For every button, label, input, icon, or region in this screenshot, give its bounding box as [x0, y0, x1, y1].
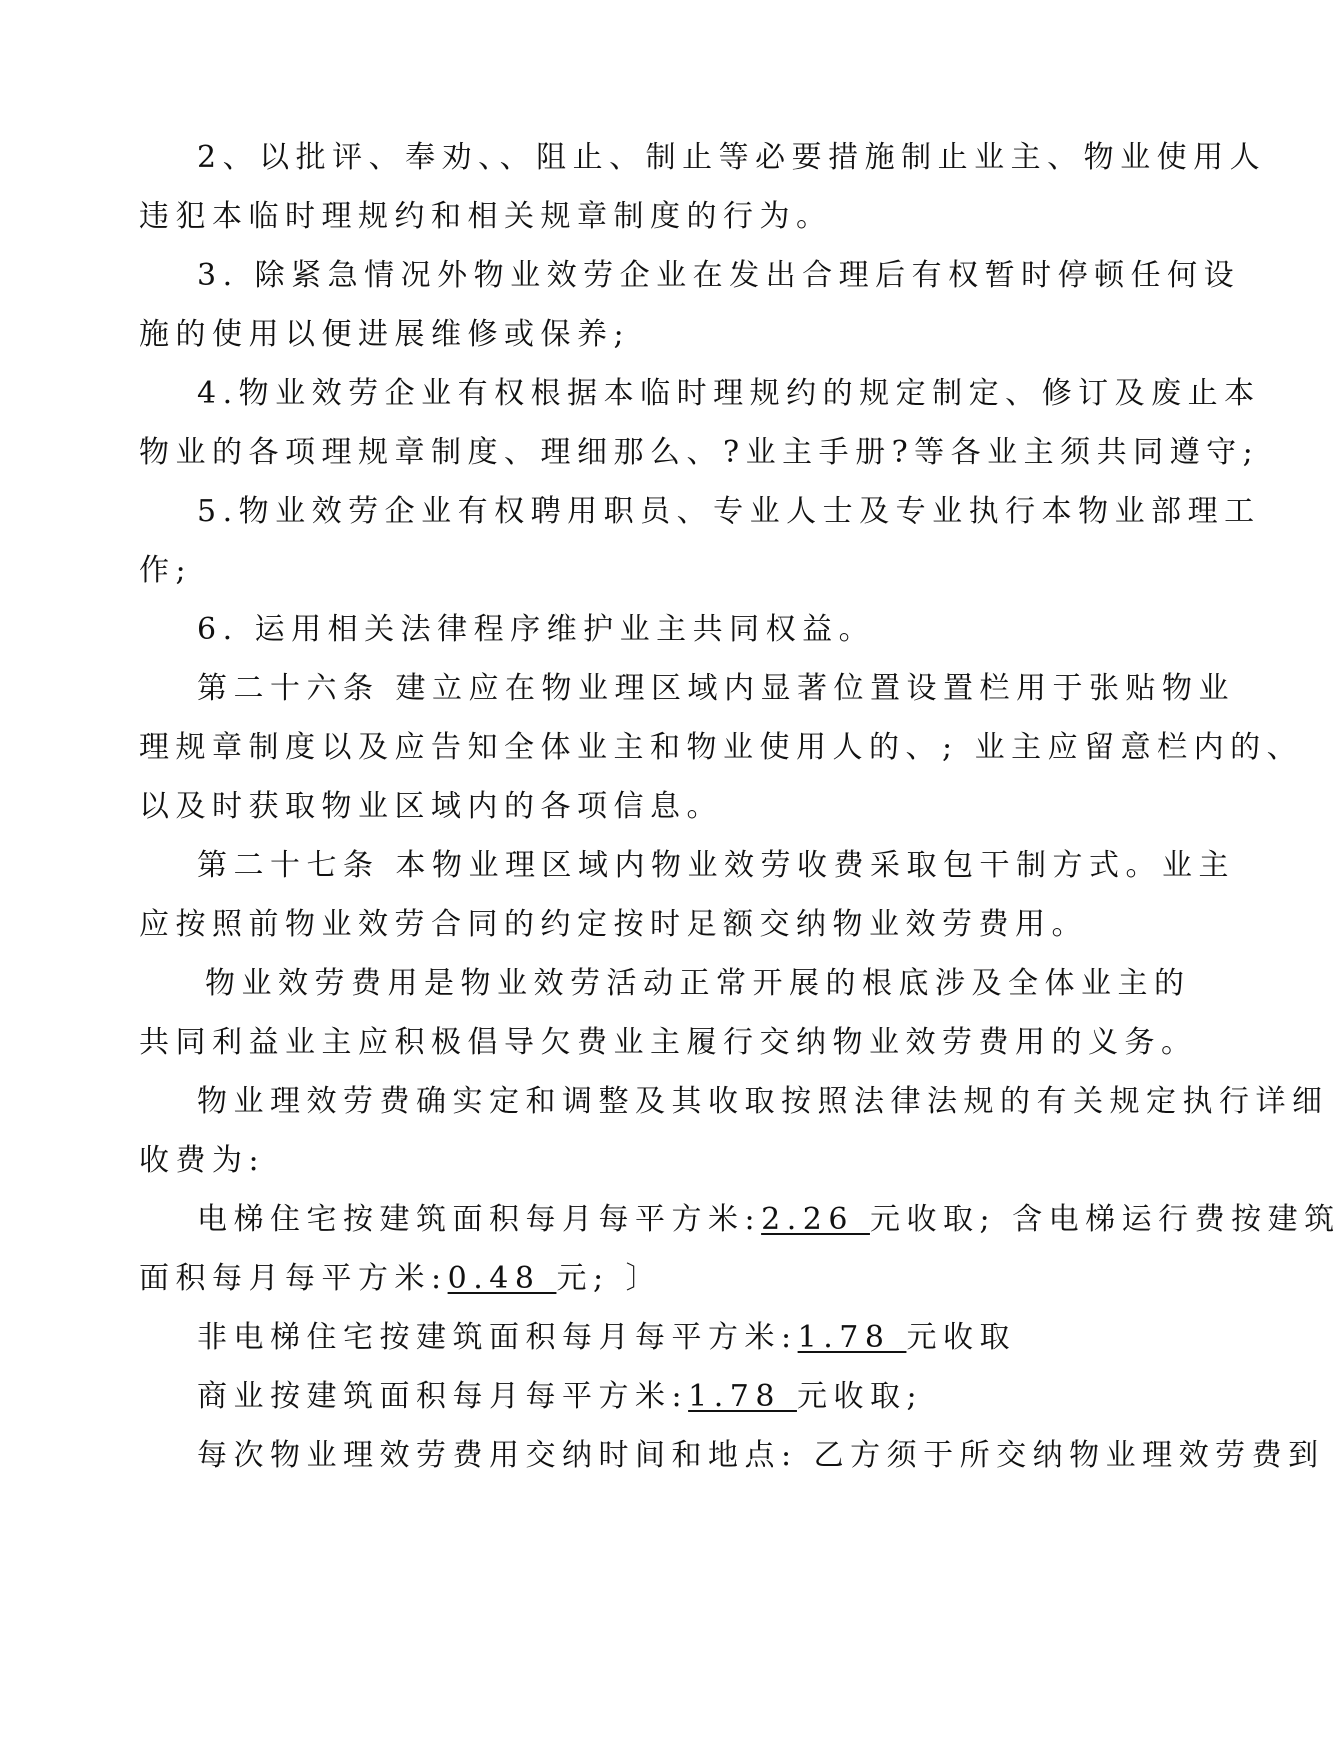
paragraph-line: 施的使用以便进展维修或保养; — [139, 317, 631, 352]
fee-label: 商业按建筑面积每月每平方米: — [197, 1379, 689, 1414]
paragraph-line: 共同利益业主应积极倡导欠费业主履行交纳物业效劳费用的义务。 — [139, 1025, 1198, 1060]
paragraph-line: 4.物业效劳企业有权根据本临时理规约的规定制定、修订及废止本 — [197, 376, 1261, 411]
fee-label: 电梯住宅按建筑面积每月每平方米: — [197, 1202, 762, 1237]
fee-elevator-run-line — [139, 1259, 662, 1299]
fee-rate-value: 0.48 — [447, 1261, 557, 1296]
fee-label: 非电梯住宅按建筑面积每月每平方米: — [197, 1320, 798, 1355]
paragraph-line: 每次物业理效劳费用交纳时间和地点: 乙方须于所交纳物业理效劳费到 — [197, 1438, 1325, 1473]
paragraph-line: 作; — [139, 553, 193, 588]
fee-rate-value: 1.78 — [688, 1379, 797, 1414]
paragraph-line: 收费为: — [139, 1143, 266, 1178]
fee-label: 元收取; — [796, 1379, 924, 1414]
fee-label: 面积每月每平方米: — [139, 1261, 448, 1296]
paragraph-line: 物业效劳费用是物业效劳活动正常开展的根底涉及全体业主的 — [205, 966, 1191, 1001]
fee-label: 元收取; 含电梯运行费按建筑 — [869, 1202, 1341, 1237]
paragraph-line: 2、以批评、奉劝、、阻止、制止等必要措施制止业主、物业使用人 — [197, 140, 1267, 175]
paragraph-line: 第二十七条 本物业理区域内物业效劳收费采取包干制方式。业主 — [197, 848, 1236, 883]
paragraph-line: 6. 运用相关法律程序维护业主共同权益。 — [197, 612, 876, 647]
paragraph-line: 应按照前物业效劳合同的约定按时足额交纳物业效劳费用。 — [139, 907, 1088, 942]
fee-non-elevator-line — [139, 1318, 1016, 1358]
paragraph-line: 3. 除紧急情况外物业效劳企业在发出合理后有权暂时停顿任何设 — [197, 258, 1241, 293]
fee-commercial-line — [139, 1377, 923, 1417]
paragraph-line: 以及时获取物业区域内的各项信息。 — [139, 789, 723, 824]
fee-label: 元收取 — [906, 1320, 1016, 1355]
paragraph-line: 物业理效劳费确实定和调整及其收取按照法律法规的有关规定执行详细 — [197, 1084, 1329, 1119]
fee-elevator-line — [139, 1200, 1341, 1240]
fee-rate-value: 1.78 — [797, 1320, 907, 1355]
paragraph-line: 理规章制度以及应告知全体业主和物业使用人的、; 业主应留意栏内的、 — [139, 730, 1304, 765]
fee-rate-value: 2.26 — [761, 1202, 870, 1237]
paragraph-line: 违犯本临时理规约和相关规章制度的行为。 — [139, 199, 833, 234]
paragraph-line: 物业的各项理规章制度、理细那么、?业主手册?等各业主须共同遵守; — [139, 435, 1260, 470]
fee-label: 元; 〕 — [556, 1261, 663, 1296]
paragraph-line: 第二十六条 建立应在物业理区域内显著位置设置栏用于张贴物业 — [197, 671, 1236, 706]
paragraph-line: 5.物业效劳企业有权聘用职员、专业人士及专业执行本物业部理工 — [197, 494, 1261, 529]
